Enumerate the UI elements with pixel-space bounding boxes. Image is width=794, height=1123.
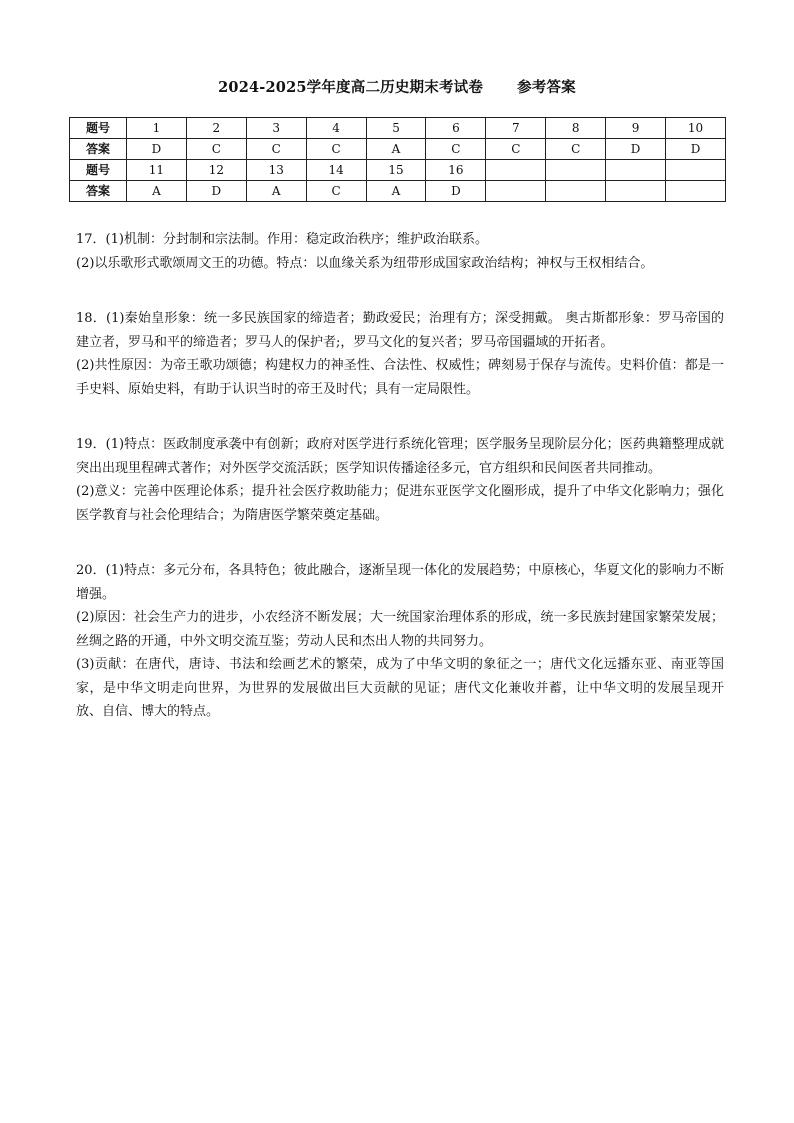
- table-cell: [486, 181, 546, 202]
- table-cell: A: [127, 181, 187, 202]
- answer-row: [70, 181, 726, 202]
- table-cell: [666, 181, 726, 202]
- table-cell: D: [606, 139, 666, 160]
- answer-paragraph: 17．(1)机制：分封制和宗法制。作用：稳定政治秩序；维护政治联系。: [76, 232, 488, 247]
- answer-paragraph: 20．(1)特点：多元分布，各具特色；彼此融合，逐渐呈现一体化的发展趋势；中原核心，华夏文化的影响力不断增强。: [76, 563, 724, 602]
- question-number-row: [70, 160, 726, 181]
- table-cell: C: [546, 139, 606, 160]
- table-cell: 13: [246, 160, 306, 181]
- table-cell: 14: [306, 160, 366, 181]
- table-cell: [606, 181, 666, 202]
- table-cell: D: [666, 139, 726, 160]
- table-cell: [606, 160, 666, 181]
- answer-paragraph: 18．(1)秦始皇形象：统一多民族国家的缔造者；勤政爱民；治理有方；深受拥戴。 奥古斯都形象：罗马帝国的建立者，罗马和平的缔造者；罗马人的保护者;，罗马文化的复兴者；罗马帝国疆域的开拓者。: [76, 311, 724, 350]
- row-label-question: 题号: [70, 118, 127, 139]
- answer-block-19: [76, 433, 724, 527]
- table-cell: 11: [127, 160, 187, 181]
- question-number-row: [70, 118, 726, 139]
- table-cell: 16: [426, 160, 486, 181]
- table-cell: 10: [666, 118, 726, 139]
- table-cell: D: [426, 181, 486, 202]
- table-cell: 4: [306, 118, 366, 139]
- table-cell: D: [127, 139, 187, 160]
- page-title: [0, 76, 794, 97]
- answer-paragraph: (2)共性原因：为帝王歌功颂德；构建权力的神圣性、合法性、权威性；碑刻易于保存与流传。史料价值：都是一手史料、原始史料，有助于认识当时的帝王及时代；具有一定局限性。: [76, 358, 724, 397]
- table-cell: C: [486, 139, 546, 160]
- answer-block-20: [76, 559, 724, 724]
- answer-block-17: [76, 228, 724, 275]
- answer-row: [70, 139, 726, 160]
- answer-paragraph: 19．(1)特点：医政制度承袭中有创新；政府对医学进行系统化管理；医学服务呈现阶层分化；医药典籍整理成就突出出现里程碑式著作；对外医学交流活跃；医学知识传播途径多元，官方组织和民间医者共同推动。: [76, 437, 724, 476]
- exam-title: 2024-2025学年度高二历史期末考试卷: [218, 79, 484, 96]
- row-label-answer: 答案: [70, 139, 127, 160]
- answer-block-18: [76, 307, 724, 401]
- table-cell: [666, 160, 726, 181]
- answer-table: [69, 117, 726, 202]
- table-cell: 3: [246, 118, 306, 139]
- table-cell: 1: [127, 118, 187, 139]
- table-cell: C: [186, 139, 246, 160]
- table-cell: 6: [426, 118, 486, 139]
- table-cell: 8: [546, 118, 606, 139]
- table-cell: [546, 181, 606, 202]
- table-cell: C: [306, 181, 366, 202]
- table-cell: 15: [366, 160, 426, 181]
- row-label-question: 题号: [70, 160, 127, 181]
- table-cell: 9: [606, 118, 666, 139]
- answer-paragraph: (3)贡献：在唐代，唐诗、书法和绘画艺术的繁荣，成为了中华文明的象征之一；唐代文化远播东亚、南亚等国家，是中华文明走向世界，为世界的发展做出巨大贡献的见证；唐代文化兼收并蓄，让中华文明的发展呈现开放、自信、博大的特点。: [76, 657, 724, 719]
- table-cell: A: [246, 181, 306, 202]
- answer-key-label: 参考答案: [517, 79, 576, 96]
- table-cell: C: [246, 139, 306, 160]
- answer-paragraph: (2)原因：社会生产力的进步，小农经济不断发展；大一统国家治理体系的形成，统一多民族封建国家繁荣发展；丝绸之路的开通，中外文明交流互鉴；劳动人民和杰出人物的共同努力。: [76, 610, 724, 649]
- table-cell: [546, 160, 606, 181]
- table-cell: 7: [486, 118, 546, 139]
- table-cell: 5: [366, 118, 426, 139]
- table-cell: A: [366, 181, 426, 202]
- row-label-answer: 答案: [70, 181, 127, 202]
- table-cell: A: [366, 139, 426, 160]
- table-cell: C: [306, 139, 366, 160]
- table-cell: C: [426, 139, 486, 160]
- table-cell: D: [186, 181, 246, 202]
- table-cell: 2: [186, 118, 246, 139]
- table-cell: [486, 160, 546, 181]
- answer-paragraph: (2)意义：完善中医理论体系；提升社会医疗救助能力；促进东亚医学文化圈形成，提升了中华文化影响力；强化医学教育与社会伦理结合；为隋唐医学繁荣奠定基础。: [76, 484, 724, 523]
- answer-paragraph: (2)以乐歌形式歌颂周文王的功德。特点：以血缘关系为纽带形成国家政治结构；神权与王权相结合。: [76, 255, 654, 271]
- table-cell: 12: [186, 160, 246, 181]
- answer-explanations: [76, 228, 724, 756]
